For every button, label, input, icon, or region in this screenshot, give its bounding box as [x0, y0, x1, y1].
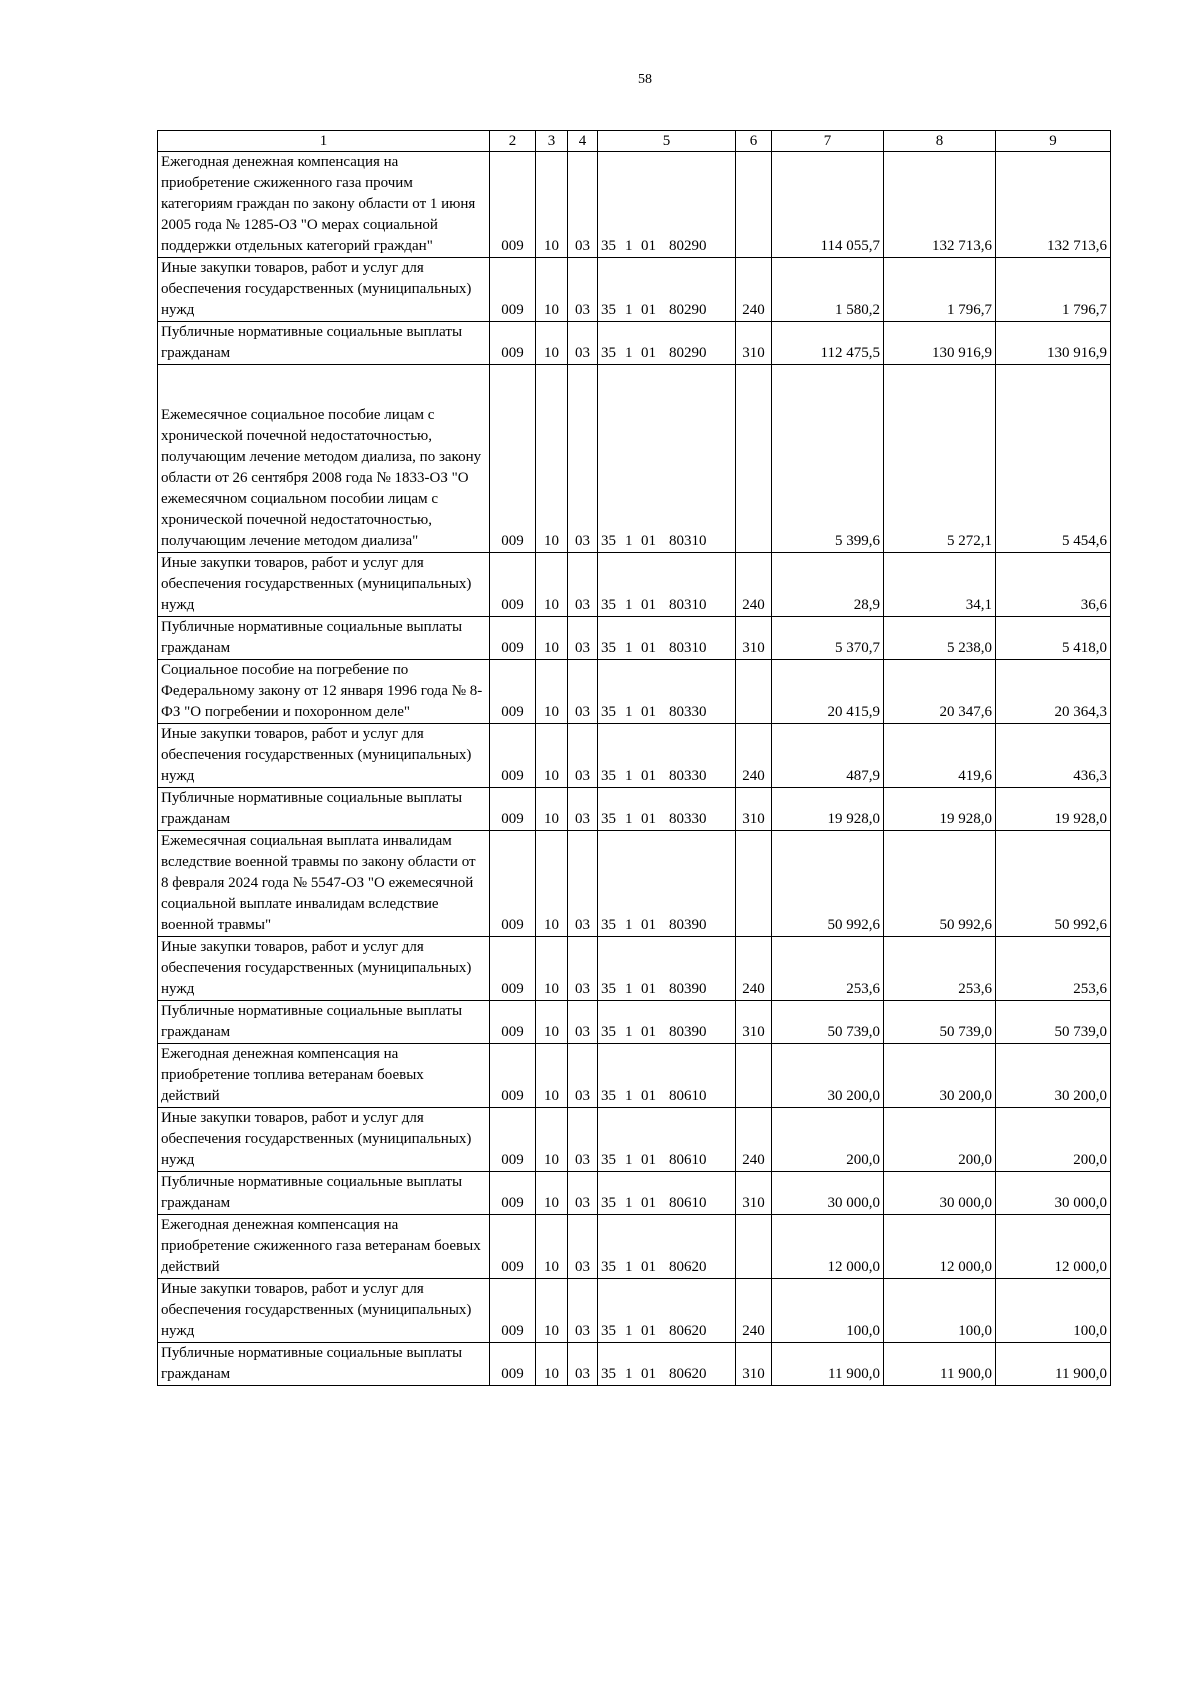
- header-cell: 5: [598, 131, 736, 152]
- target-article-part: 01: [641, 345, 656, 361]
- target-article-cell: [598, 617, 736, 660]
- subsection-cell: 03: [568, 937, 598, 1001]
- target-article-part: 01: [641, 1024, 656, 1040]
- expense-type-cell: [736, 660, 772, 724]
- amount-2025-cell: 5 399,6: [772, 365, 884, 553]
- target-article-part: 01: [641, 640, 656, 656]
- target-article-part: 01: [641, 1088, 656, 1104]
- target-article-cell: [598, 1108, 736, 1172]
- target-article-part: 35: [601, 597, 616, 613]
- target-article-cell: [598, 1044, 736, 1108]
- amount-2026-cell: 11 900,0: [884, 1343, 996, 1386]
- amount-2025-cell: 11 900,0: [772, 1343, 884, 1386]
- section-cell: 10: [536, 1215, 568, 1279]
- target-article-part: 1: [625, 1323, 633, 1339]
- target-article-part: 80330: [669, 768, 707, 784]
- target-article-cell: [598, 724, 736, 788]
- table-row: [158, 553, 1111, 617]
- section-cell: 10: [536, 365, 568, 553]
- expense-name-cell: Ежегодная денежная компенсация на приобретение сжиженного газа прочим категориям граждан по закону области от 1 июня 2005 года № 1285-ОЗ "О мерах социальной поддержки отдельных категорий граждан": [158, 152, 490, 258]
- table-row: [158, 617, 1111, 660]
- ministry-code-cell: 009: [490, 1044, 536, 1108]
- target-article-part: 1: [625, 1195, 633, 1211]
- section-cell: 10: [536, 152, 568, 258]
- amount-2025-cell: 200,0: [772, 1108, 884, 1172]
- header-cell: 9: [996, 131, 1111, 152]
- subsection-cell: 03: [568, 831, 598, 937]
- section-cell: 10: [536, 1279, 568, 1343]
- subsection-cell: 03: [568, 617, 598, 660]
- table-row: [158, 365, 1111, 553]
- amount-2026-cell: 12 000,0: [884, 1215, 996, 1279]
- amount-2025-cell: 30 200,0: [772, 1044, 884, 1108]
- expense-type-cell: [736, 1215, 772, 1279]
- target-article-part: 35: [601, 345, 616, 361]
- amount-2026-cell: 50 992,6: [884, 831, 996, 937]
- target-article-part: 80610: [669, 1152, 707, 1168]
- amount-2027-cell: 30 200,0: [996, 1044, 1111, 1108]
- ministry-code-cell: 009: [490, 553, 536, 617]
- amount-2025-cell: 50 739,0: [772, 1001, 884, 1044]
- subsection-cell: 03: [568, 1044, 598, 1108]
- target-article-part: 1: [625, 917, 633, 933]
- target-article-cell: [598, 1172, 736, 1215]
- target-article-part: 80390: [669, 1024, 707, 1040]
- expense-type-cell: [736, 152, 772, 258]
- amount-2027-cell: 20 364,3: [996, 660, 1111, 724]
- amount-2027-cell: 19 928,0: [996, 788, 1111, 831]
- target-article-part: 35: [601, 811, 616, 827]
- subsection-cell: 03: [568, 1001, 598, 1044]
- subsection-cell: 03: [568, 1215, 598, 1279]
- target-article-cell: [598, 831, 736, 937]
- target-article-part: 1: [625, 1366, 633, 1382]
- expense-name-cell: Иные закупки товаров, работ и услуг для обеспечения государственных (муниципальных) нужд: [158, 1108, 490, 1172]
- amount-2025-cell: 1 580,2: [772, 258, 884, 322]
- amount-2027-cell: 50 739,0: [996, 1001, 1111, 1044]
- section-cell: 10: [536, 1044, 568, 1108]
- amount-2025-cell: 20 415,9: [772, 660, 884, 724]
- amount-2027-cell: 436,3: [996, 724, 1111, 788]
- amount-2027-cell: 36,6: [996, 553, 1111, 617]
- target-article-part: 35: [601, 640, 616, 656]
- ministry-code-cell: 009: [490, 258, 536, 322]
- section-cell: 10: [536, 1172, 568, 1215]
- target-article-part: 35: [601, 302, 616, 318]
- header-cell: 3: [536, 131, 568, 152]
- expense-type-cell: 310: [736, 788, 772, 831]
- subsection-cell: 03: [568, 258, 598, 322]
- ministry-code-cell: 009: [490, 788, 536, 831]
- amount-2025-cell: 112 475,5: [772, 322, 884, 365]
- ministry-code-cell: 009: [490, 152, 536, 258]
- target-article-part: 1: [625, 704, 633, 720]
- target-article-part: 35: [601, 768, 616, 784]
- amount-2025-cell: 50 992,6: [772, 831, 884, 937]
- section-cell: 10: [536, 1343, 568, 1386]
- target-article-part: 01: [641, 533, 656, 549]
- target-article-part: 35: [601, 704, 616, 720]
- table-row: [158, 1172, 1111, 1215]
- subsection-cell: 03: [568, 365, 598, 553]
- target-article-part: 1: [625, 238, 633, 254]
- table-row: [158, 788, 1111, 831]
- target-article-part: 1: [625, 811, 633, 827]
- budget-table: [157, 130, 1111, 1386]
- table-row: [158, 831, 1111, 937]
- target-article-part: 1: [625, 1152, 633, 1168]
- table-row: [158, 152, 1111, 258]
- target-article-part: 80330: [669, 811, 707, 827]
- target-article-part: 01: [641, 981, 656, 997]
- amount-2026-cell: 30 200,0: [884, 1044, 996, 1108]
- expense-name-cell: Публичные нормативные социальные выплаты гражданам: [158, 1172, 490, 1215]
- amount-2026-cell: 5 238,0: [884, 617, 996, 660]
- subsection-cell: 03: [568, 1343, 598, 1386]
- target-article-cell: [598, 1279, 736, 1343]
- target-article-part: 01: [641, 811, 656, 827]
- target-article-part: 1: [625, 345, 633, 361]
- subsection-cell: 03: [568, 788, 598, 831]
- amount-2025-cell: 114 055,7: [772, 152, 884, 258]
- expense-type-cell: 310: [736, 1172, 772, 1215]
- amount-2025-cell: 487,9: [772, 724, 884, 788]
- amount-2027-cell: 5 454,6: [996, 365, 1111, 553]
- expense-type-cell: 310: [736, 1343, 772, 1386]
- amount-2025-cell: 5 370,7: [772, 617, 884, 660]
- target-article-cell: [598, 1215, 736, 1279]
- expense-name-cell: Ежемесячная социальная выплата инвалидам вследствие военной травмы по закону области от 8 февраля 2024 года № 5547-ОЗ "О ежемесячной социальной выплате инвалидам вследствие военной травмы": [158, 831, 490, 937]
- ministry-code-cell: 009: [490, 1001, 536, 1044]
- amount-2027-cell: 12 000,0: [996, 1215, 1111, 1279]
- expense-type-cell: 240: [736, 1279, 772, 1343]
- amount-2026-cell: 200,0: [884, 1108, 996, 1172]
- table-row: [158, 258, 1111, 322]
- expense-type-cell: [736, 1044, 772, 1108]
- amount-2027-cell: 132 713,6: [996, 152, 1111, 258]
- header-cell: 4: [568, 131, 598, 152]
- target-article-part: 80390: [669, 981, 707, 997]
- expense-type-cell: 310: [736, 1001, 772, 1044]
- subsection-cell: 03: [568, 724, 598, 788]
- target-article-part: 80610: [669, 1195, 707, 1211]
- expense-name-cell: Иные закупки товаров, работ и услуг для обеспечения государственных (муниципальных) нужд: [158, 258, 490, 322]
- target-article-part: 1: [625, 597, 633, 613]
- target-article-part: 01: [641, 1152, 656, 1168]
- expense-name-cell: Ежемесячное социальное пособие лицам с хронической почечной недостаточностью, получающим лечение методом диализа, по закону области от 26 сентября 2008 года № 1833-ОЗ "О ежемесячном социальном пособии лицам с хронической почечной недостаточностью, получающим лечение методом диализа": [158, 365, 490, 553]
- header-cell: 8: [884, 131, 996, 152]
- target-article-part: 35: [601, 1024, 616, 1040]
- amount-2027-cell: 11 900,0: [996, 1343, 1111, 1386]
- target-article-part: 1: [625, 1088, 633, 1104]
- ministry-code-cell: 009: [490, 365, 536, 553]
- amount-2027-cell: 100,0: [996, 1279, 1111, 1343]
- expense-name-cell: Публичные нормативные социальные выплаты гражданам: [158, 1001, 490, 1044]
- target-article-cell: [598, 1343, 736, 1386]
- target-article-part: 1: [625, 302, 633, 318]
- amount-2026-cell: 34,1: [884, 553, 996, 617]
- expense-name-cell: Публичные нормативные социальные выплаты гражданам: [158, 1343, 490, 1386]
- ministry-code-cell: 009: [490, 724, 536, 788]
- ministry-code-cell: 009: [490, 1215, 536, 1279]
- target-article-part: 1: [625, 533, 633, 549]
- target-article-part: 01: [641, 704, 656, 720]
- table-row: [158, 1001, 1111, 1044]
- expense-type-cell: 240: [736, 553, 772, 617]
- target-article-part: 80310: [669, 640, 707, 656]
- table-row: [158, 724, 1111, 788]
- amount-2025-cell: 12 000,0: [772, 1215, 884, 1279]
- expense-name-cell: Ежегодная денежная компенсация на приобретение сжиженного газа ветеранам боевых действий: [158, 1215, 490, 1279]
- target-article-cell: [598, 365, 736, 553]
- target-article-part: 80290: [669, 345, 707, 361]
- target-article-cell: [598, 152, 736, 258]
- amount-2027-cell: 1 796,7: [996, 258, 1111, 322]
- expense-name-cell: Иные закупки товаров, работ и услуг для обеспечения государственных (муниципальных) нужд: [158, 553, 490, 617]
- amount-2026-cell: 100,0: [884, 1279, 996, 1343]
- target-article-cell: [598, 258, 736, 322]
- ministry-code-cell: 009: [490, 617, 536, 660]
- table-row: [158, 1108, 1111, 1172]
- expense-type-cell: 240: [736, 1108, 772, 1172]
- target-article-part: 01: [641, 1195, 656, 1211]
- amount-2025-cell: 19 928,0: [772, 788, 884, 831]
- amount-2027-cell: 200,0: [996, 1108, 1111, 1172]
- target-article-part: 80390: [669, 917, 707, 933]
- target-article-part: 1: [625, 768, 633, 784]
- expense-name-cell: Социальное пособие на погребение по Федеральному закону от 12 января 1996 года № 8-ФЗ "О погребении и похоронном деле": [158, 660, 490, 724]
- target-article-part: 35: [601, 238, 616, 254]
- target-article-part: 80620: [669, 1323, 707, 1339]
- subsection-cell: 03: [568, 1172, 598, 1215]
- target-article-part: 01: [641, 1323, 656, 1339]
- section-cell: 10: [536, 937, 568, 1001]
- header-cell: 7: [772, 131, 884, 152]
- expense-type-cell: [736, 831, 772, 937]
- amount-2026-cell: 1 796,7: [884, 258, 996, 322]
- header-cell: 6: [736, 131, 772, 152]
- amount-2026-cell: 30 000,0: [884, 1172, 996, 1215]
- expense-type-cell: 240: [736, 258, 772, 322]
- table-row: [158, 322, 1111, 365]
- target-article-part: 35: [601, 1088, 616, 1104]
- ministry-code-cell: 009: [490, 1279, 536, 1343]
- section-cell: 10: [536, 322, 568, 365]
- target-article-part: 1: [625, 1259, 633, 1275]
- ministry-code-cell: 009: [490, 831, 536, 937]
- expense-name-cell: Публичные нормативные социальные выплаты гражданам: [158, 617, 490, 660]
- amount-2026-cell: 50 739,0: [884, 1001, 996, 1044]
- target-article-part: 80610: [669, 1088, 707, 1104]
- section-cell: 10: [536, 831, 568, 937]
- amount-2026-cell: 19 928,0: [884, 788, 996, 831]
- amount-2027-cell: 253,6: [996, 937, 1111, 1001]
- target-article-cell: [598, 937, 736, 1001]
- table-row: [158, 1215, 1111, 1279]
- target-article-part: 80310: [669, 533, 707, 549]
- expense-type-cell: 240: [736, 937, 772, 1001]
- target-article-cell: [598, 788, 736, 831]
- section-cell: 10: [536, 258, 568, 322]
- target-article-part: 35: [601, 1152, 616, 1168]
- expense-name-cell: Иные закупки товаров, работ и услуг для обеспечения государственных (муниципальных) нужд: [158, 724, 490, 788]
- subsection-cell: 03: [568, 1279, 598, 1343]
- table-row: [158, 1044, 1111, 1108]
- target-article-part: 80620: [669, 1366, 707, 1382]
- section-cell: 10: [536, 660, 568, 724]
- table-row: [158, 660, 1111, 724]
- header-cell: 2: [490, 131, 536, 152]
- expense-name-cell: Публичные нормативные социальные выплаты гражданам: [158, 322, 490, 365]
- subsection-cell: 03: [568, 1108, 598, 1172]
- target-article-part: 1: [625, 640, 633, 656]
- expense-type-cell: 240: [736, 724, 772, 788]
- expense-name-cell: Публичные нормативные социальные выплаты гражданам: [158, 788, 490, 831]
- target-article-part: 35: [601, 917, 616, 933]
- target-article-part: 1: [625, 981, 633, 997]
- amount-2026-cell: 253,6: [884, 937, 996, 1001]
- target-article-cell: [598, 553, 736, 617]
- target-article-part: 80620: [669, 1259, 707, 1275]
- ministry-code-cell: 009: [490, 1343, 536, 1386]
- section-cell: 10: [536, 724, 568, 788]
- expense-type-cell: 310: [736, 322, 772, 365]
- target-article-part: 01: [641, 917, 656, 933]
- target-article-part: 80290: [669, 302, 707, 318]
- target-article-part: 01: [641, 768, 656, 784]
- ministry-code-cell: 009: [490, 660, 536, 724]
- subsection-cell: 03: [568, 553, 598, 617]
- expense-name-cell: Ежегодная денежная компенсация на приобретение топлива ветеранам боевых действий: [158, 1044, 490, 1108]
- header-row: [158, 131, 1111, 152]
- target-article-part: 01: [641, 238, 656, 254]
- section-cell: 10: [536, 788, 568, 831]
- target-article-part: 80290: [669, 238, 707, 254]
- expense-name-cell: Иные закупки товаров, работ и услуг для обеспечения государственных (муниципальных) нужд: [158, 937, 490, 1001]
- ministry-code-cell: 009: [490, 1108, 536, 1172]
- target-article-part: 35: [601, 1323, 616, 1339]
- amount-2025-cell: 28,9: [772, 553, 884, 617]
- target-article-cell: [598, 322, 736, 365]
- target-article-part: 80310: [669, 597, 707, 613]
- amount-2026-cell: 130 916,9: [884, 322, 996, 365]
- target-article-part: 01: [641, 1259, 656, 1275]
- subsection-cell: 03: [568, 322, 598, 365]
- ministry-code-cell: 009: [490, 1172, 536, 1215]
- target-article-part: 35: [601, 533, 616, 549]
- target-article-part: 01: [641, 1366, 656, 1382]
- section-cell: 10: [536, 1001, 568, 1044]
- expense-type-cell: 310: [736, 617, 772, 660]
- target-article-part: 35: [601, 1195, 616, 1211]
- table-row: [158, 1279, 1111, 1343]
- amount-2026-cell: 20 347,6: [884, 660, 996, 724]
- target-article-part: 35: [601, 981, 616, 997]
- page-number: 58: [638, 72, 652, 87]
- table-row: [158, 1343, 1111, 1386]
- target-article-part: 35: [601, 1259, 616, 1275]
- target-article-part: 01: [641, 302, 656, 318]
- amount-2025-cell: 100,0: [772, 1279, 884, 1343]
- subsection-cell: 03: [568, 152, 598, 258]
- amount-2027-cell: 50 992,6: [996, 831, 1111, 937]
- amount-2025-cell: 30 000,0: [772, 1172, 884, 1215]
- target-article-part: 1: [625, 1024, 633, 1040]
- amount-2026-cell: 419,6: [884, 724, 996, 788]
- section-cell: 10: [536, 617, 568, 660]
- target-article-cell: [598, 660, 736, 724]
- section-cell: 10: [536, 1108, 568, 1172]
- target-article-part: 01: [641, 597, 656, 613]
- subsection-cell: 03: [568, 660, 598, 724]
- expense-name-cell: Иные закупки товаров, работ и услуг для обеспечения государственных (муниципальных) нужд: [158, 1279, 490, 1343]
- amount-2025-cell: 253,6: [772, 937, 884, 1001]
- amount-2026-cell: 5 272,1: [884, 365, 996, 553]
- section-cell: 10: [536, 553, 568, 617]
- amount-2027-cell: 5 418,0: [996, 617, 1111, 660]
- table-row: [158, 937, 1111, 1001]
- amount-2026-cell: 132 713,6: [884, 152, 996, 258]
- header-cell: 1: [158, 131, 490, 152]
- amount-2027-cell: 30 000,0: [996, 1172, 1111, 1215]
- expense-type-cell: [736, 365, 772, 553]
- ministry-code-cell: 009: [490, 322, 536, 365]
- amount-2027-cell: 130 916,9: [996, 322, 1111, 365]
- target-article-part: 35: [601, 1366, 616, 1382]
- target-article-cell: [598, 1001, 736, 1044]
- target-article-part: 80330: [669, 704, 707, 720]
- ministry-code-cell: 009: [490, 937, 536, 1001]
